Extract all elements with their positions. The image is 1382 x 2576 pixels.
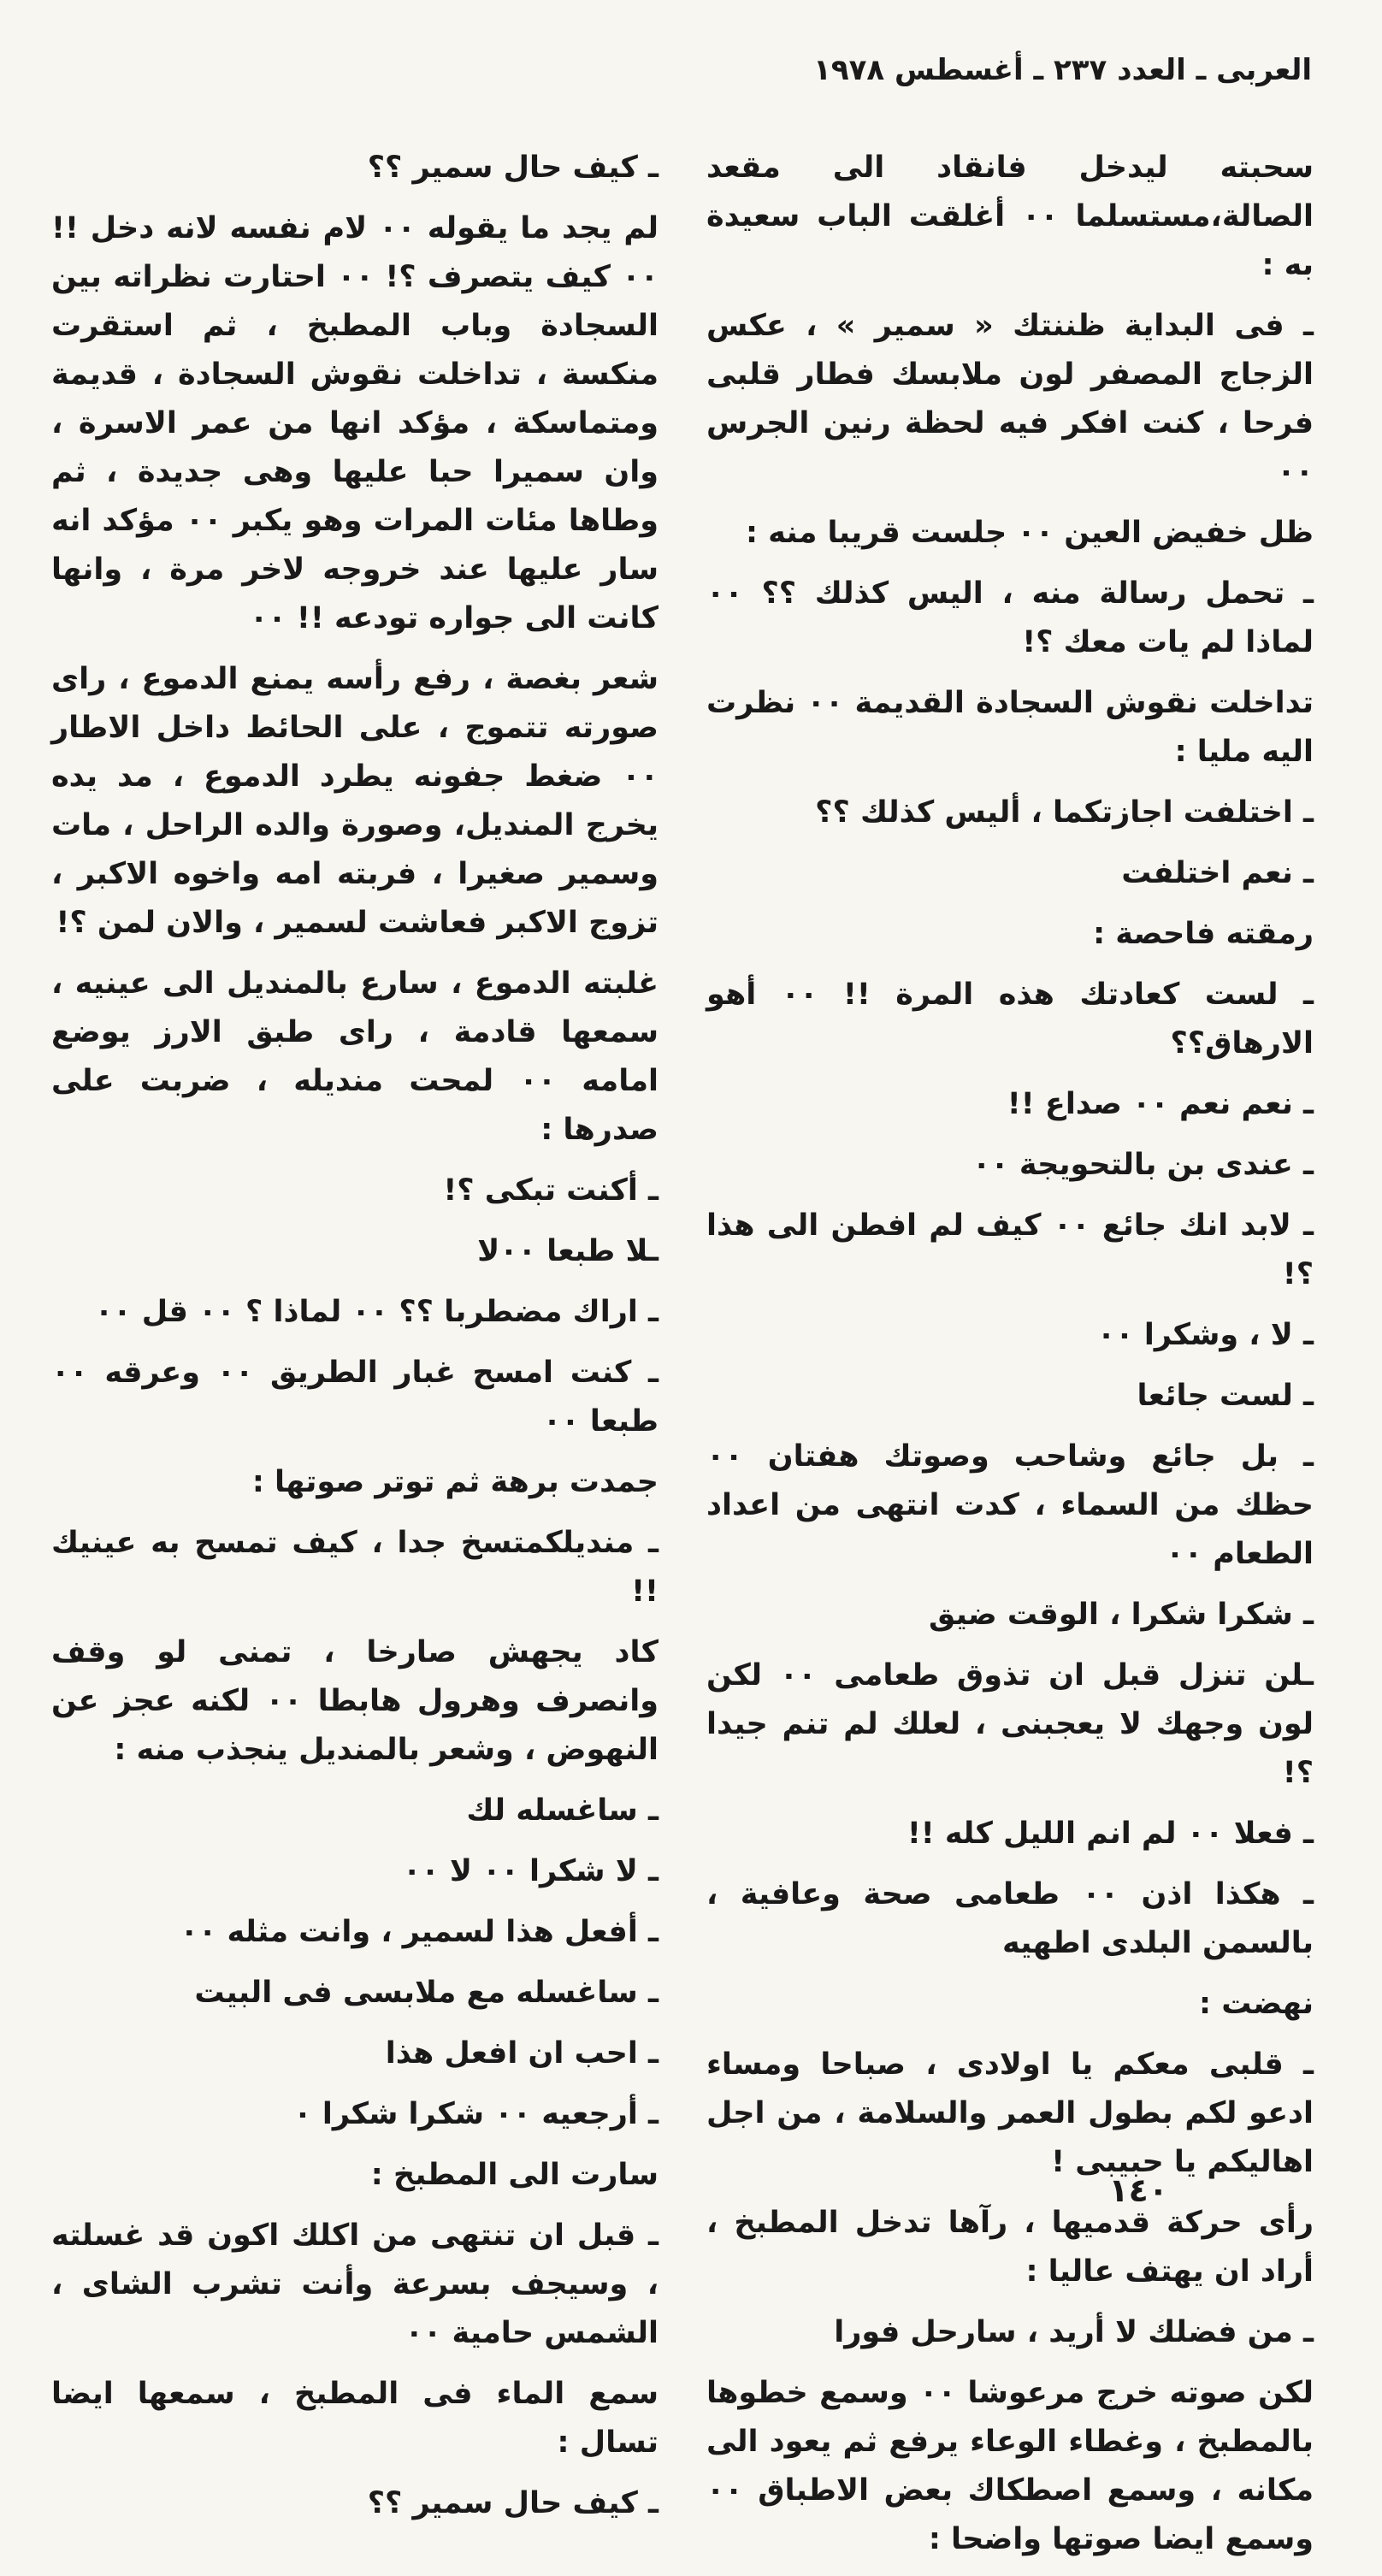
paragraph: ـ منديلكمتسخ جدا ، كيف تمسح به عينيك !! (51, 1526, 659, 1609)
paragraph: ـ ساغسله لك (466, 1793, 659, 1828)
paragraph: سحبته ليدخل فانقاد الى مقعد الصالة،مستسلما ٠٠ أغلقت الباب سعيدة به : (706, 151, 1314, 282)
paragraph: ـ نعم اختلفت (1121, 856, 1314, 890)
paragraph: ـ لا ، وشكرا ٠٠ (1096, 1318, 1314, 1352)
paragraph: سارت الى المطبخ : (370, 2158, 659, 2192)
paragraph: ـ كيف حال سمير ؟؟ (367, 2486, 659, 2520)
paragraph: ـ قبل ان تنتهى من اكلك اكون قد غسلته ، وسيجف بسرعة وأنت تشرب الشاى ، الشمس حامية ٠٠ (51, 2219, 659, 2350)
right-column (706, 144, 1314, 2576)
paragraph: جمدت برهة ثم توتر صوتها : (251, 1465, 659, 1499)
paragraph: تداخلت نقوش السجادة القديمة ٠٠ نظرت اليه مليا : (706, 686, 1314, 769)
paragraph: سمع الماء فى المطبخ ، سمعها ايضا تسال : (51, 2377, 659, 2460)
paragraph: كاد يجهش صارخا ، تمنى لو وقف وانصرف وهرول هابطا ٠٠ لكنه عجز عن النهوض ، وشعر بالمنديل ينجذب منه : (51, 1635, 659, 1767)
paragraph: ـ عندى بن بالتحويجة ٠٠ (972, 1148, 1314, 1182)
page-number: ١٤٠ (1108, 2171, 1168, 2209)
paragraph: ـ قلبى معكم يا اولادى ، صباحا ومساء ادعو لكم بطول العمر والسلامة ، من اجل اهاليكم يا حبيبى ! (706, 2047, 1314, 2179)
paragraph: ـ أكنت تبكى ؟! (443, 1173, 659, 1208)
paragraph: نهضت : (1199, 1987, 1314, 2021)
paragraph: ـ اختلفت اجازتكما ، أليس كذلك ؟؟ (815, 795, 1314, 830)
paragraph: ـ كيف حال سمير ؟؟ (367, 151, 659, 185)
paragraph: ـ كنت امسح غبار الطريق ٠٠ وعرقه ٠٠ طبعا ٠٠ (51, 1356, 659, 1439)
paragraph: ـ لا شكرا ٠٠ لا ٠٠ (402, 1854, 659, 1888)
paragraph: ظل خفيض العين ٠٠ جلست قريبا منه : (746, 516, 1314, 550)
paragraph: ـ نعم نعم ٠٠ صداع !! (1007, 1087, 1314, 1121)
paragraph: ـ فى البداية ظننتك « سمير » ، عكس الزجاج المصفر لون ملابسك فطار قلبى فرحا ، كنت افكر فيه لحظة رنين الجرس ٠٠ (706, 309, 1314, 489)
left-column (51, 144, 659, 2540)
paragraph: ـ فعلا ٠٠ لم انم الليل كله !! (907, 1817, 1314, 1851)
paragraph: ـ أرجعيه ٠٠ شكرا شكرا ٠ (293, 2097, 659, 2131)
paragraph: ـلن تنزل قبل ان تذوق طعامى ٠٠ لكن لون وجهك لا يعجبنى ، لعلك لم تنم جيدا ؟! (706, 1658, 1314, 1790)
paragraph: لكن صوته خرج مرعوشا ٠٠ وسمع خطوها بالمطبخ ، وغطاء الوعاء يرفع ثم يعود الى مكانه ، وسمع اصطكاك بعض الاطباق ٠٠ وسمع ايضا صوتها واضحا : (706, 2376, 1314, 2556)
paragraph: ـ أفعل هذا لسمير ، وانت مثله ٠٠ (180, 1915, 659, 1949)
paragraph: رأى حركة قدميها ، رآها تدخل المطبخ ، أراد ان يهتف عاليا : (706, 2206, 1314, 2289)
paragraph: ـلا طبعا ٠٠لا (477, 1234, 659, 1268)
paragraph: ـ شكرا شكرا ، الوقت ضيق (929, 1598, 1314, 1632)
paragraph: ـ احب ان افعل هذا (385, 2036, 659, 2071)
paragraph: ـ ساغسله مع ملابسى فى البيت (194, 1976, 659, 2010)
paragraph: ـ اراك مضطربا ؟؟ ٠٠ لماذا ؟ ٠٠ قل ٠٠ (94, 1295, 659, 1329)
paragraph: ـ لست كعادتك هذه المرة !! ٠٠ أهو الارهاق؟؟ (706, 978, 1314, 1061)
paragraph: ـ بل جائع وشاحب وصوتك هفتان ٠٠ حظك من السماء ، كدت انتهى من اعداد الطعام ٠٠ (706, 1439, 1314, 1571)
paragraph: ـ لابد انك جائع ٠٠ كيف لم افطن الى هذا ؟! (706, 1208, 1314, 1291)
paragraph: ـ لست جائعا (1137, 1379, 1314, 1413)
page-header: العربى ـ العدد ٢٣٧ ـ أغسطس ١٩٧٨ (813, 53, 1312, 87)
paragraph: رمقته فاحصة : (1093, 917, 1314, 951)
paragraph: شعر بغصة ، رفع رأسه يمنع الدموع ، راى صورته تتموج ، على الحائط داخل الاطار ٠٠ ضغط جفونه يطرد الدموع ، مد يده يخرج المنديل، وصورة والده الراحل ، مات وسمير صغيرا ، فربته امه واخوه الاكبر ، تزوج الاكبر فعاشت لسمير ، والان لمن ؟! (51, 662, 659, 940)
paragraph: ـ من فضلك لا أريد ، سارحل فورا (834, 2315, 1314, 2349)
paragraph: ـ هكذا اذن ٠٠ طعامى صحة وعافية ، بالسمن البلدى اطهيه (706, 1877, 1314, 1960)
paragraph: غلبته الدموع ، سارع بالمنديل الى عينيه ، سمعها قادمة ، راى طبق الارز يوضع امامه ٠٠ لمحت منديله ، ضربت على صدرها : (51, 966, 659, 1147)
paragraph: ـ تحمل رسالة منه ، اليس كذلك ؟؟ ٠٠ لماذا لم يات معك ؟! (706, 576, 1314, 659)
paragraph: لم يجد ما يقوله ٠٠ لام نفسه لانه دخل !! ٠٠ كيف يتصرف ؟! ٠٠ احتارت نظراته بين السجادة وباب المطبخ ، ثم استقرت منكسة ، تداخلت نقوش السجادة ، قديمة ومتماسكة ، مؤكد انها من عمر الاسرة ، وان سميرا حبا عليها وهى جديدة ، ثم وطاها مئات المرات وهو يكبر ٠٠ مؤكد انه سار عليها عند خروجه لاخر مرة ، وانها كانت الى جواره تودعه !! ٠٠ (51, 211, 659, 635)
